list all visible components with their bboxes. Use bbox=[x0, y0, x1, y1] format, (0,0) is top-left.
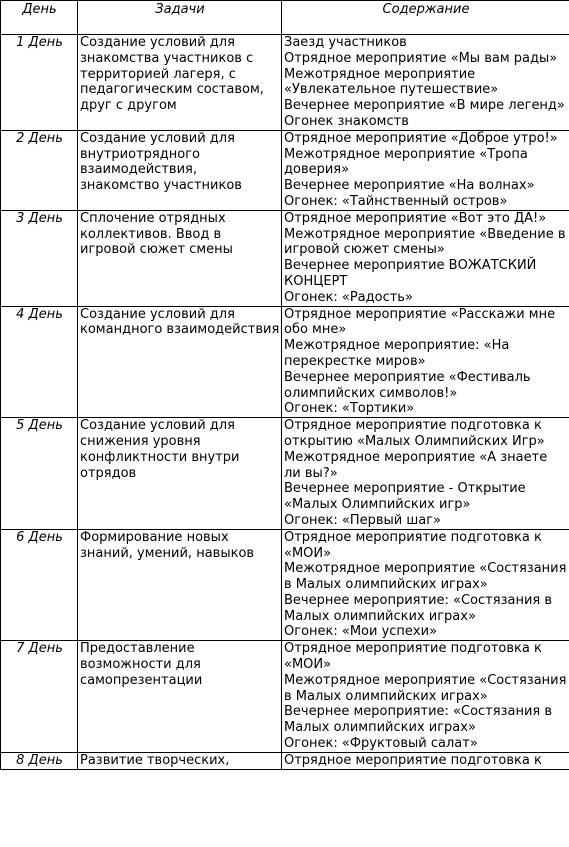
content-line: Огонек: «Радость» bbox=[284, 289, 413, 305]
content-line: Отрядное мероприятие «Доброе утро!» bbox=[284, 130, 558, 146]
day-cell: 4 День bbox=[1, 306, 78, 418]
day-cell: 6 День bbox=[1, 529, 78, 641]
content-line: Вечернее мероприятие «В мире легенд» bbox=[284, 98, 565, 114]
content-line: Отрядное мероприятие «Вот это ДА!» bbox=[284, 210, 547, 226]
table-row bbox=[1, 641, 569, 753]
table-body bbox=[1, 35, 569, 770]
content-line: Межотрядное мероприятие «Состязания в Малых олимпийских играх» bbox=[284, 561, 567, 593]
content-cell bbox=[282, 130, 569, 210]
content-line: Межотрядное мероприятие «Состязания в Малых олимпийских играх» bbox=[284, 672, 567, 704]
header-day: День bbox=[1, 1, 78, 35]
content-cell bbox=[282, 418, 569, 530]
content-line: Отрядное мероприятие «Расскажи мне обо мне» bbox=[284, 306, 556, 338]
content-line: Вечернее мероприятие «На волнах» bbox=[284, 178, 535, 194]
content-line: Межотрядное мероприятие «А знаете ли вы?» bbox=[284, 449, 548, 481]
table-row bbox=[1, 130, 569, 210]
content-cell bbox=[282, 529, 569, 641]
content-line: Межотрядное мероприятие «Тропа доверия» bbox=[284, 146, 528, 178]
task-cell: Сплочение отрядных коллективов. Ввод в игровой сюжет смены bbox=[78, 210, 282, 306]
content-cell bbox=[282, 752, 569, 769]
content-line: Огонек знакомств bbox=[284, 113, 409, 129]
day-cell: 7 День bbox=[1, 641, 78, 753]
task-cell: Формирование новых знаний, умений, навыков bbox=[78, 529, 282, 641]
header-content: Содержание bbox=[282, 1, 569, 35]
content-line: Вечернее мероприятие ВОЖАТСКИЙ КОНЦЕРТ bbox=[284, 258, 537, 289]
table-row bbox=[1, 35, 569, 131]
header-tasks: Задачи bbox=[78, 1, 282, 35]
task-cell: Создание условий для снижения уровня конфликтности внутри отрядов bbox=[78, 418, 282, 530]
task-cell: Создание условий для командного взаимодействия bbox=[78, 306, 282, 418]
table-row bbox=[1, 306, 569, 418]
content-line: Отрядное мероприятие подготовка к bbox=[284, 752, 542, 768]
day-cell: 5 День bbox=[1, 418, 78, 530]
content-cell bbox=[282, 35, 569, 131]
task-cell: Создание условий для знакомства участников с территорией лагеря, с педагогическим составом, друг с другом bbox=[78, 35, 282, 131]
content-line: Заезд участников bbox=[284, 35, 407, 50]
content-line: Огонек: «Фруктовый салат» bbox=[284, 736, 478, 752]
content-line: Огонек: «Мои успехи» bbox=[284, 624, 438, 640]
day-cell: 3 День bbox=[1, 210, 78, 306]
content-line: Огонек: «Тортики» bbox=[284, 401, 415, 417]
content-line: Межотрядное мероприятие «Увлекательное путешествие» bbox=[284, 66, 499, 98]
content-line: Отрядное мероприятие подготовка к «МОИ» bbox=[284, 529, 542, 561]
content-line: Отрядное мероприятие подготовка к открытию «Малых Олимпийских Игр» bbox=[284, 418, 545, 449]
content-cell bbox=[282, 210, 569, 306]
content-line: Вечернее мероприятие «Фестиваль олимпийских символов!» bbox=[284, 369, 531, 401]
table-row bbox=[1, 210, 569, 306]
content-line: Межотрядное мероприятие «Введение в игровой сюжет смены» bbox=[284, 226, 566, 258]
content-cell bbox=[282, 306, 569, 418]
day-cell: 2 День bbox=[1, 130, 78, 210]
day-cell: 8 День bbox=[1, 752, 78, 769]
content-line: Огонек: «Первый шаг» bbox=[284, 512, 442, 528]
content-line: Отрядное мероприятие подготовка к «МОИ» bbox=[284, 641, 542, 673]
content-line: Огонек: «Тайнственный остров» bbox=[284, 193, 508, 209]
table-row bbox=[1, 418, 569, 530]
content-cell bbox=[282, 641, 569, 753]
content-line: Вечернее мероприятие - Открытие «Малых Олимпийских игр» bbox=[284, 481, 526, 513]
task-cell: Развитие творческих, bbox=[78, 752, 282, 769]
content-line: Межотрядное мероприятие: «На перекрестке миров» bbox=[284, 338, 510, 369]
day-cell: 1 День bbox=[1, 35, 78, 131]
content-line: Вечернее мероприятие: «Состязания в Малых олимпийских играх» bbox=[284, 704, 553, 736]
table-row bbox=[1, 529, 569, 641]
task-cell: Создание условий для внутриотрядного взаимодействия, знакомство участников bbox=[78, 130, 282, 210]
content-line: Отрядное мероприятие «Мы вам рады» bbox=[284, 50, 558, 66]
task-cell: Предоставление возможности для самопрезентации bbox=[78, 641, 282, 753]
content-line: Вечернее мероприятие: «Состязания в Малых олимпийских играх» bbox=[284, 592, 553, 624]
table-row bbox=[1, 752, 569, 769]
table-header-row bbox=[1, 1, 569, 35]
